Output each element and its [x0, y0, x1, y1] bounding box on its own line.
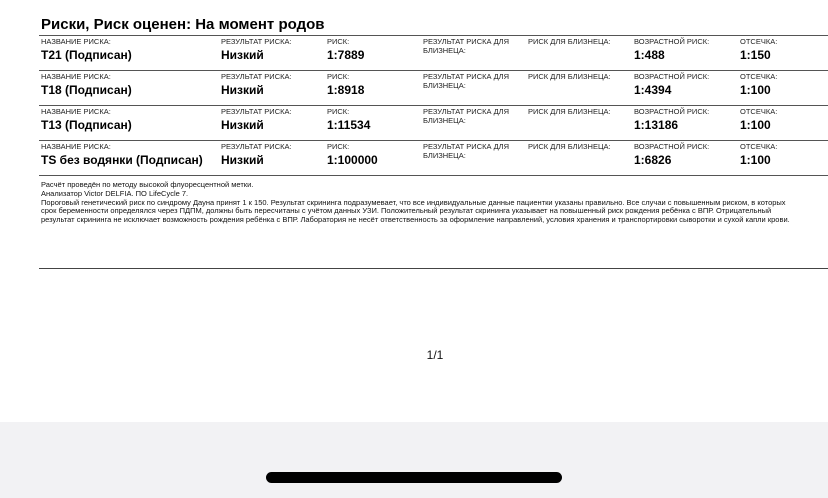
age-risk-label: ВОЗРАСТНОЙ РИСК: — [634, 72, 710, 81]
age-risk-cell — [634, 143, 709, 168]
risk-name-cell — [41, 73, 132, 98]
twin-result-cell — [423, 143, 523, 160]
risk-name-label: НАЗВАНИЕ РИСКА: — [41, 72, 111, 81]
risk-value: 1:8918 — [327, 82, 365, 97]
home-indicator-bar[interactable] — [266, 472, 562, 483]
twin-result-cell — [423, 73, 523, 90]
risk-result-label: РЕЗУЛЬТАТ РИСКА: — [221, 37, 292, 46]
cutoff-label: ОТСЕЧКА: — [740, 142, 778, 151]
risk-value: 1:7889 — [327, 47, 365, 62]
risk-value-cell — [327, 38, 364, 63]
risk-result-label: РЕЗУЛЬТАТ РИСКА: — [221, 72, 292, 81]
risk-result-cell — [221, 108, 292, 133]
risk-name-label: НАЗВАНИЕ РИСКА: — [41, 107, 111, 116]
risk-value: 1:100000 — [327, 152, 378, 167]
note-disclaimer: Пороговый генетический риск по синдрому Дауна принят 1 к 150. Результат скрининга подразумевает, что все индивидуальные данные пациентки указаны правильно. Все случаи с повышенным риском, в которых срок беременности определялся через ПДПМ, должны быть пересчитаны с учётом данных УЗИ. Положительный результат скрининга указывает на повышенный риск рождения ребёнка с ВПР. Отрицательный результат скрининга не исключает возможность рождения ребёнка с ВПР. Лаборатория не несёт ответственность за оформление направлений, условия хранения и транспортировки сыворотки и сухой капли крови. — [41, 197, 790, 225]
notes-section — [41, 181, 791, 225]
twin-risk-label: РИСК ДЛЯ БЛИЗНЕЦА: — [528, 107, 611, 116]
age-risk-cell — [634, 73, 709, 98]
risk-name-cell — [41, 143, 203, 168]
twin-risk-cell — [528, 108, 611, 117]
age-risk: 1:4394 — [634, 82, 672, 97]
risk-row — [39, 105, 828, 140]
cutoff: 1:100 — [740, 152, 771, 167]
cutoff-cell — [740, 143, 777, 168]
age-risk-label: ВОЗРАСТНОЙ РИСК: — [634, 107, 710, 116]
page-indicator: 1/1 — [426, 348, 444, 362]
risk-result-cell — [221, 38, 292, 63]
risk-value-label: РИСК: — [327, 142, 350, 151]
risk-name-cell — [41, 38, 132, 63]
age-risk-label: ВОЗРАСТНОЙ РИСК: — [634, 37, 710, 46]
risk-result-cell — [221, 143, 292, 168]
risk-row — [39, 70, 828, 105]
risk-result: Низкий — [221, 82, 264, 97]
cutoff-label: ОТСЕЧКА: — [740, 107, 778, 116]
risk-value-label: РИСК: — [327, 72, 350, 81]
cutoff: 1:100 — [740, 82, 771, 97]
risk-result: Низкий — [221, 117, 264, 132]
twin-risk-label: РИСК ДЛЯ БЛИЗНЕЦА: — [528, 37, 611, 46]
section-divider — [39, 268, 828, 269]
risk-value-label: РИСК: — [327, 107, 350, 116]
cutoff: 1:100 — [740, 117, 771, 132]
note-method: Расчёт проведён по методу высокой флуоресцентной метки. — [41, 180, 254, 189]
risk-name: TS без водянки (Подписан) — [41, 152, 203, 167]
risk-value-cell — [327, 73, 364, 98]
cutoff-cell — [740, 108, 777, 133]
risk-row — [39, 35, 828, 70]
risk-name: T21 (Подписан) — [41, 47, 132, 62]
cutoff-label: ОТСЕЧКА: — [740, 37, 778, 46]
twin-result-label: РЕЗУЛЬТАТ РИСКА ДЛЯ БЛИЗНЕЦА: — [423, 107, 509, 125]
twin-result-cell — [423, 108, 523, 125]
document-title: Риски, Риск оценен: На момент родов — [41, 16, 325, 33]
risk-result-label: РЕЗУЛЬТАТ РИСКА: — [221, 142, 292, 151]
twin-result-label: РЕЗУЛЬТАТ РИСКА ДЛЯ БЛИЗНЕЦА: — [423, 142, 509, 160]
cutoff-cell — [740, 38, 777, 63]
age-risk-label: ВОЗРАСТНОЙ РИСК: — [634, 142, 710, 151]
cutoff-cell — [740, 73, 777, 98]
age-risk-cell — [634, 108, 709, 133]
age-risk: 1:13186 — [634, 117, 679, 132]
cutoff-label: ОТСЕЧКА: — [740, 72, 778, 81]
risk-value-cell — [327, 108, 370, 133]
cutoff: 1:150 — [740, 47, 771, 62]
risk-value-label: РИСК: — [327, 37, 350, 46]
twin-risk-cell — [528, 73, 611, 82]
twin-result-label: РЕЗУЛЬТАТ РИСКА ДЛЯ БЛИЗНЕЦА: — [423, 37, 509, 55]
risk-result-cell — [221, 73, 292, 98]
risk-name-label: НАЗВАНИЕ РИСКА: — [41, 37, 111, 46]
age-risk-cell — [634, 38, 709, 63]
note-analyzer: Анализатор Victor DELFIA. ПО LifeCycle 7. — [41, 188, 189, 198]
risk-name: T13 (Подписан) — [41, 117, 132, 132]
risk-name: T18 (Подписан) — [41, 82, 132, 97]
age-risk: 1:488 — [634, 47, 665, 62]
twin-result-label: РЕЗУЛЬТАТ РИСКА ДЛЯ БЛИЗНЕЦА: — [423, 72, 509, 90]
risk-value-cell — [327, 143, 378, 168]
twin-risk-label: РИСК ДЛЯ БЛИЗНЕЦА: — [528, 142, 611, 151]
risk-table — [39, 35, 828, 176]
twin-result-cell — [423, 38, 523, 55]
twin-risk-cell — [528, 38, 611, 47]
risk-name-label: НАЗВАНИЕ РИСКА: — [41, 142, 111, 151]
age-risk: 1:6826 — [634, 152, 672, 167]
risk-row — [39, 140, 828, 176]
risk-result: Низкий — [221, 47, 264, 62]
risk-name-cell — [41, 108, 132, 133]
risk-result: Низкий — [221, 152, 264, 167]
risk-result-label: РЕЗУЛЬТАТ РИСКА: — [221, 107, 292, 116]
twin-risk-label: РИСК ДЛЯ БЛИЗНЕЦА: — [528, 72, 611, 81]
twin-risk-cell — [528, 143, 611, 152]
risk-value: 1:11534 — [327, 117, 371, 132]
